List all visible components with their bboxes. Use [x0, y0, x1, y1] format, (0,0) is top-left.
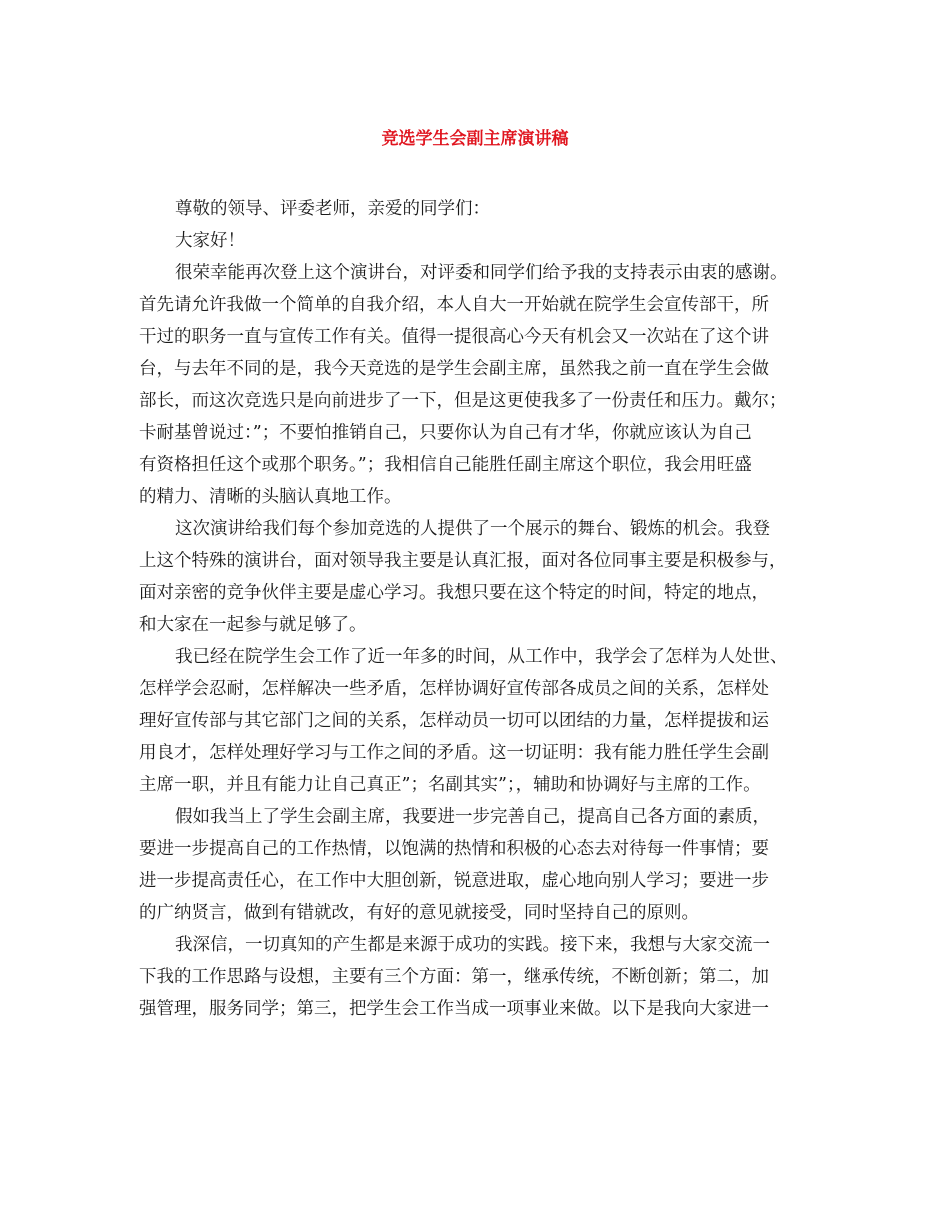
paragraph-1-line: 干过的职务一直与宣传工作有关。值得一提很高心今天有机会又一次站在了这个讲 [139, 327, 769, 347]
paragraph-1-line: 很荣幸能再次登上这个演讲台，对评委和同学们给予我的支持表示由衷的感谢。 [175, 263, 788, 283]
paragraph-5-line: 强管理，服务同学；第三，把学生会工作当成一项事业来做。以下是我向大家进一 [139, 999, 769, 1019]
paragraph-2-line: 这次演讲给我们每个参加竞选的人提供了一个展示的舞台、锻炼的机会。我登 [175, 519, 770, 539]
paragraph-2-line: 面对亲密的竞争伙伴主要是虚心学习。我想只要在这个特定的时间，特定的地点， [139, 583, 769, 603]
paragraph-5-line: 下我的工作思路与设想，主要有三个方面：第一，继承传统，不断创新；第二，加 [139, 967, 769, 987]
greeting-line: 大家好！ [175, 231, 245, 251]
paragraph-4-line: 进一步提高责任心，在工作中大胆创新，锐意进取，虚心地向别人学习；要进一步 [139, 871, 769, 891]
paragraph-3-line: 用良才，怎样处理好学习与工作之间的矛盾。这一切证明：我有能力胜任学生会副 [139, 743, 769, 763]
paragraph-1-line: 卡耐基曾说过：”；不要怕推销自己，只要你认为自己有才华，你就应该认为自己 [139, 423, 752, 443]
paragraph-4-line: 的广纳贤言，做到有错就改，有好的意见就接受，同时坚持自己的原则。 [139, 903, 699, 923]
paragraph-5-line: 我深信，一切真知的产生都是来源于成功的实践。接下来，我想与大家交流一 [175, 935, 770, 955]
paragraph-1-line: 部长，而这次竞选只是向前进步了一下，但是这更使我多了一份责任和压力。戴尔； [139, 391, 787, 411]
paragraph-3-line: 主席一职，并且有能力让自己真正”；名副其实”；，辅助和协调好与主席的工作。 [139, 775, 761, 795]
paragraph-3-line: 理好宣传部与其它部门之间的关系，怎样动员一切可以团结的力量，怎样提拔和运 [139, 711, 769, 731]
paragraph-3-line: 怎样学会忍耐，怎样解决一些矛盾，怎样协调好宣传部各成员之间的关系，怎样处 [139, 679, 769, 699]
paragraph-3-line: 我已经在院学生会工作了近一年多的时间，从工作中，我学会了怎样为人处世、 [175, 647, 788, 667]
paragraph-1-line: 有资格担任这个或那个职务。”；我相信自己能胜任副主席这个职位，我会用旺盛 [139, 455, 752, 475]
paragraph-4-line: 假如我当上了学生会副主席，我要进一步完善自己，提高自己各方面的素质， [175, 807, 770, 827]
document-body [139, 193, 829, 1025]
paragraph-2-line: 和大家在一起参与就足够了。 [139, 615, 367, 635]
paragraph-1-line: 首先请允许我做一个简单的自我介绍，本人自大一开始就在院学生会宣传部干，所 [139, 295, 769, 315]
document-title: 竞选学生会副主席演讲稿 [381, 129, 569, 149]
paragraph-1-line: 的精力、清晰的头脑认真地工作。 [139, 487, 402, 507]
salutation-line: 尊敬的领导、评委老师，亲爱的同学们： [175, 199, 490, 219]
paragraph-4-line: 要进一步提高自己的工作热情，以饱满的热情和积极的心态去对待每一件事情；要 [139, 839, 769, 859]
paragraph-2-line: 上这个特殊的演讲台，面对领导我主要是认真汇报，面对各位同事主要是积极参与， [139, 551, 787, 571]
paragraph-1-line: 台，与去年不同的是，我今天竞选的是学生会副主席，虽然我之前一直在学生会做 [139, 359, 769, 379]
